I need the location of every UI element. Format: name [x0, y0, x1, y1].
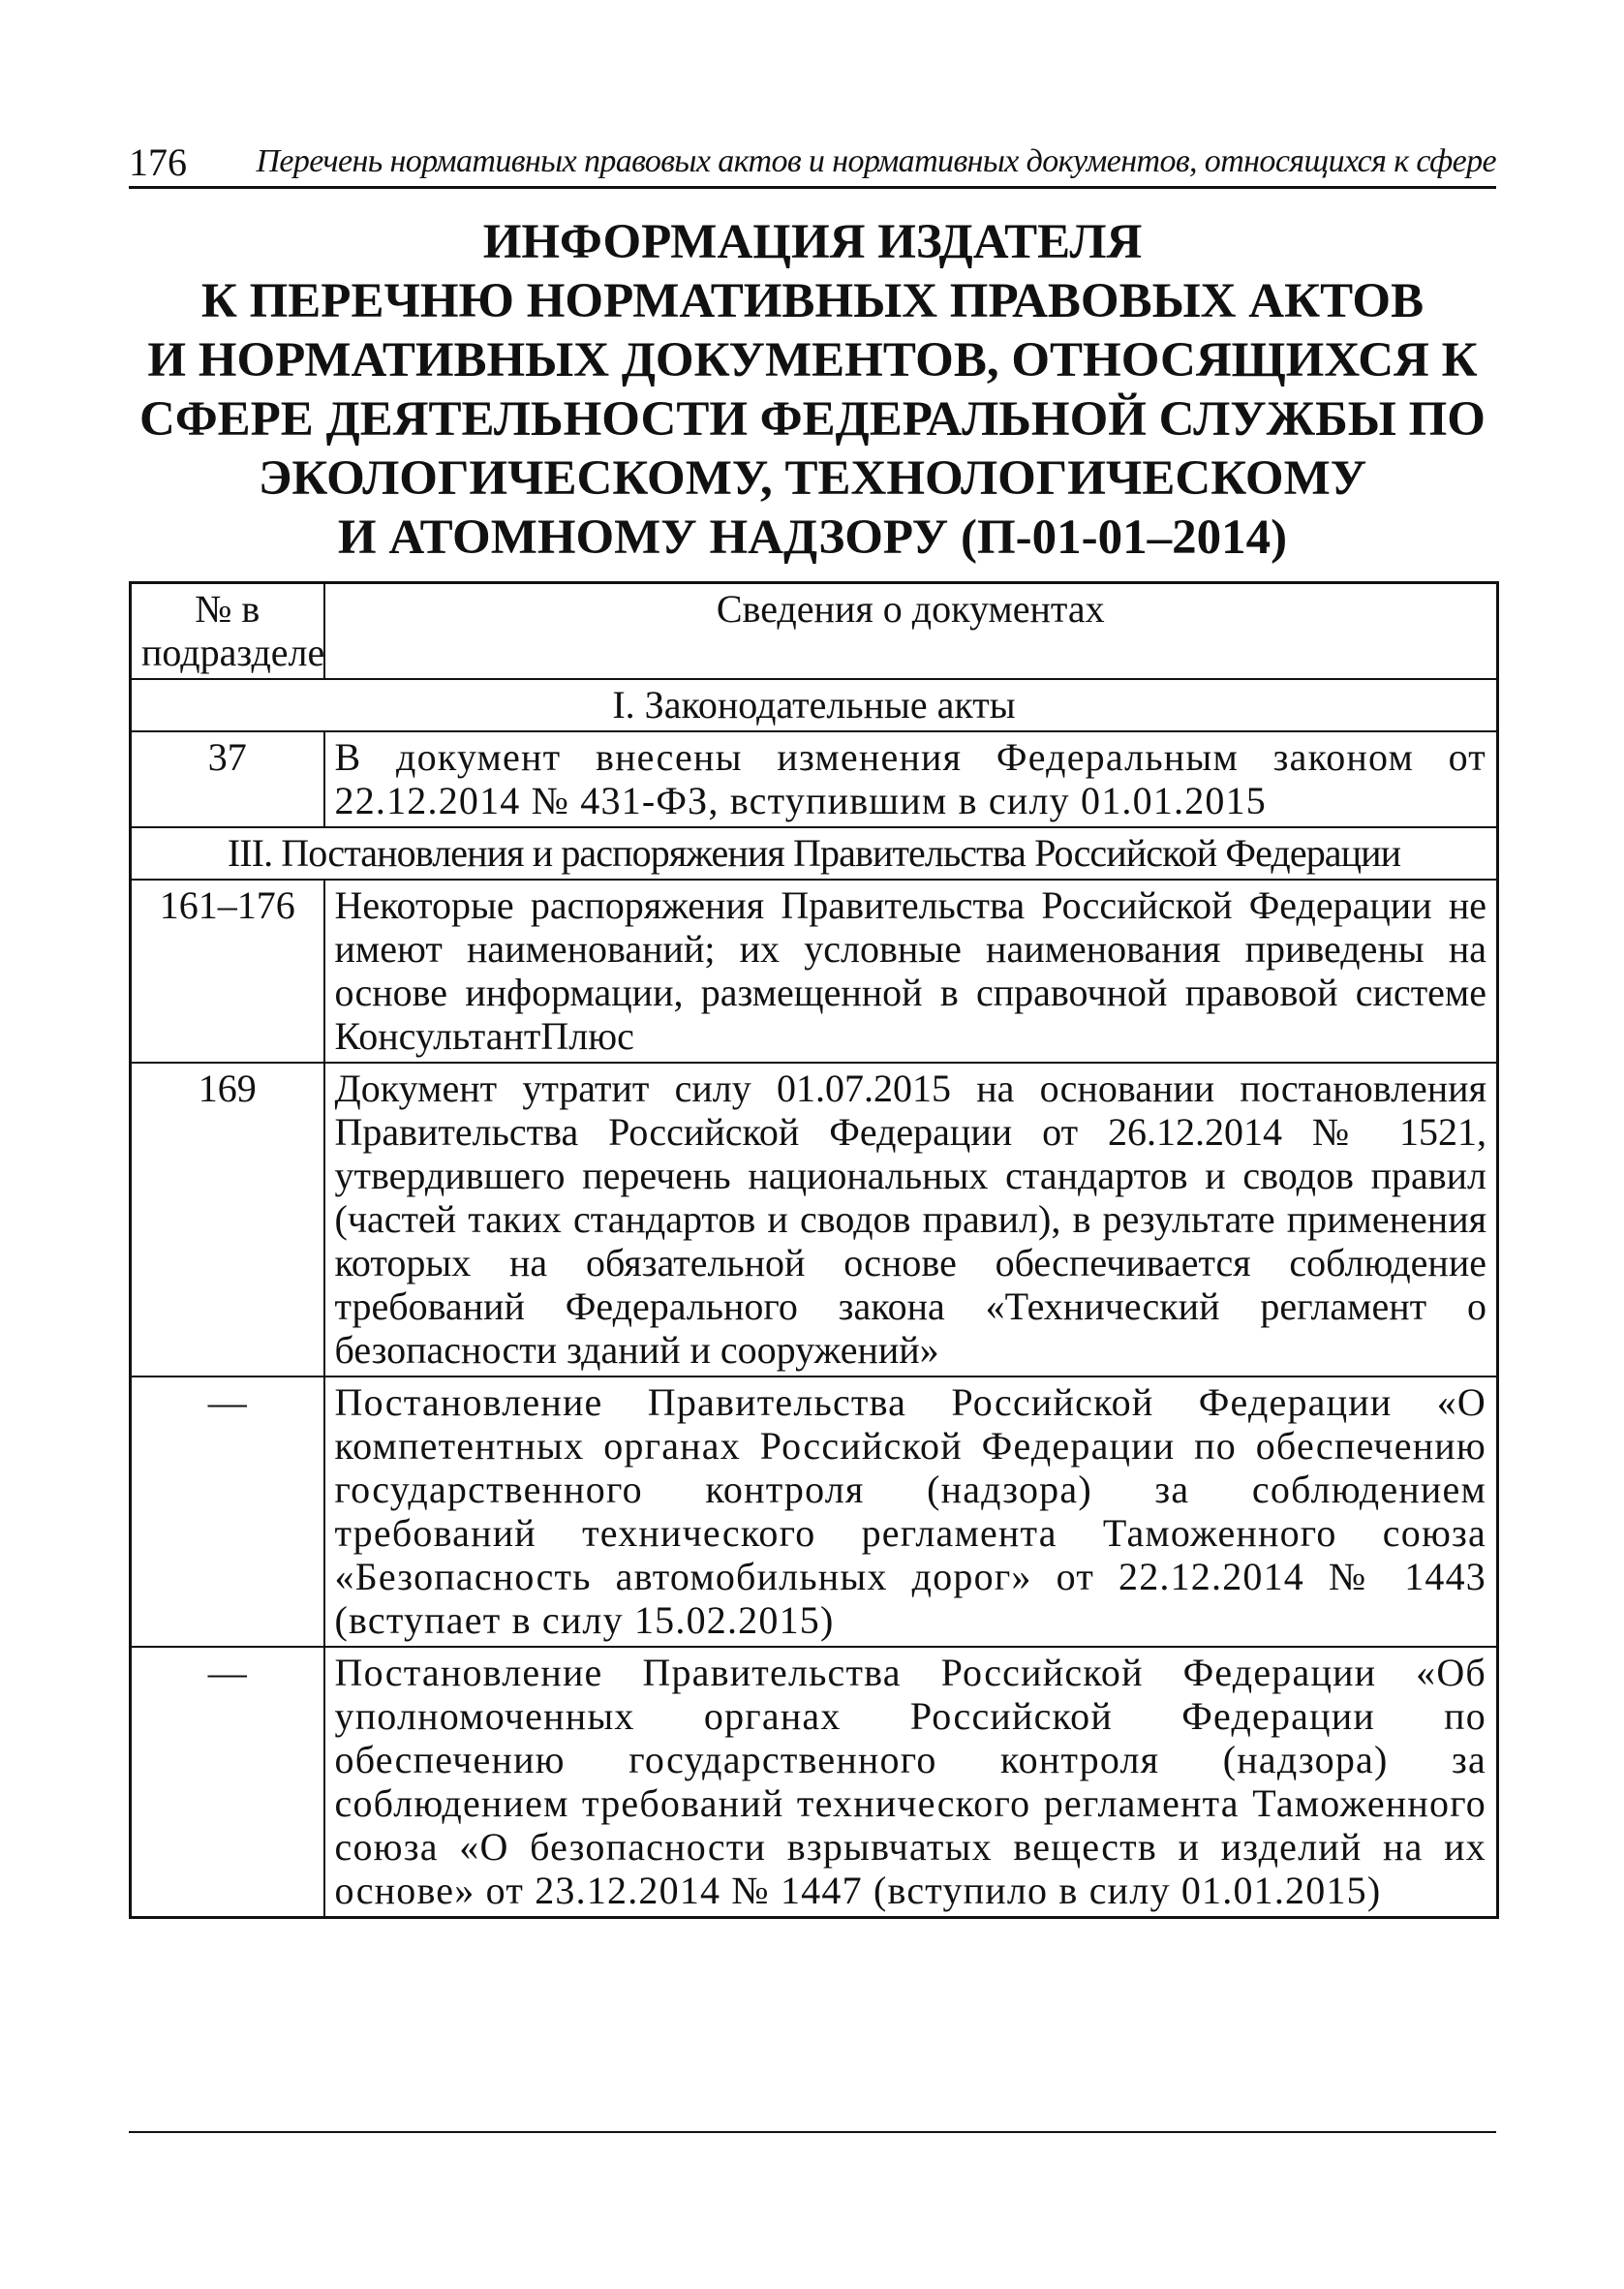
row-info: Постановление Правительства Российской Федерации «О компетентных органах Российской Федерации по обеспечению государственного контроля (надзора) за соблюдением требований технического регламента Таможенного союза «Безопасность автомобильных дорог» от 22.12.2014 № 1443 (вступает в силу 15.02.2015): [324, 1376, 1498, 1647]
row-number: —: [131, 1647, 324, 1918]
row-number: —: [131, 1376, 324, 1647]
column-header-info: Сведения о документах: [324, 583, 1498, 680]
table-row: [131, 1063, 1498, 1376]
row-info: В документ внесены изменения Федеральным законом от 22.12.2014 № 431-ФЗ, вступившим в силу 01.01.2015: [324, 731, 1498, 827]
footer-divider: [129, 2131, 1496, 2133]
table-row: [131, 1376, 1498, 1647]
table-header-row: [131, 583, 1498, 680]
table-row: [131, 880, 1498, 1063]
table-row: [131, 731, 1498, 827]
row-number: 169: [131, 1063, 324, 1376]
title-line: СФЕРЕ ДЕЯТЕЛЬНОСТИ ФЕДЕРАЛЬНОЙ СЛУЖБЫ ПО: [139, 392, 1486, 447]
section-title: I. Законодательные акты: [131, 679, 1498, 731]
section-heading-row: [131, 679, 1498, 731]
title-line: И НОРМАТИВНЫХ ДОКУМЕНТОВ, ОТНОСЯЩИХСЯ К: [147, 333, 1478, 387]
title-line: К ПЕРЕЧНЮ НОРМАТИВНЫХ ПРАВОВЫХ АКТОВ: [200, 274, 1425, 328]
running-header: [129, 136, 1496, 189]
row-number: 161–176: [131, 880, 324, 1063]
running-title: Перечень нормативных правовых актов и нормативных документов, относящихся к сфере: [256, 143, 1496, 179]
title-line: ИНФОРМАЦИЯ ИЗДАТЕЛЯ: [482, 215, 1143, 269]
section-title: III. Постановления и распоряжения Правительства Российской Федерации: [131, 827, 1498, 880]
row-number: 37: [131, 731, 324, 827]
title-line: И АТОМНОМУ НАДЗОРУ (П-01-01–2014): [337, 510, 1288, 565]
section-heading-row: [131, 827, 1498, 880]
page-number: 176: [129, 140, 187, 184]
row-info: Документ утратит силу 01.07.2015 на основании постановления Правительства Российской Федерации от 26.12.2014 № 1521, утвердившего перечень национальных стандартов и сводов правил (частей таких стандартов и сводов правил), в результате применения которых на обязательной основе обеспечивается соблюдение требований Федерального закона «Технический регламент о безопасности зданий и сооружений»: [324, 1063, 1498, 1376]
title-line: ЭКОЛОГИЧЕСКОМУ, ТЕХНОЛОГИЧЕСКОМУ: [258, 451, 1367, 506]
document-title: [129, 213, 1496, 568]
documents-table: [129, 581, 1499, 1919]
table-row: [131, 1647, 1498, 1918]
row-info: Некоторые распоряжения Правительства Российской Федерации не имеют наименований; их условные наименования приведены на основе информации, размещенной в справочной правовой системе КонсультантПлюс: [324, 880, 1498, 1063]
column-header-number: № в подразделе: [131, 583, 324, 680]
row-info: Постановление Правительства Российской Федерации «Об уполномоченных органах Российской Федерации по обеспечению государственного контроля (надзора) за соблюдением требований технического регламента Таможенного союза «О безопасности взрывчатых веществ и изделий на их основе» от 23.12.2014 № 1447 (вступило в силу 01.01.2015): [324, 1647, 1498, 1918]
